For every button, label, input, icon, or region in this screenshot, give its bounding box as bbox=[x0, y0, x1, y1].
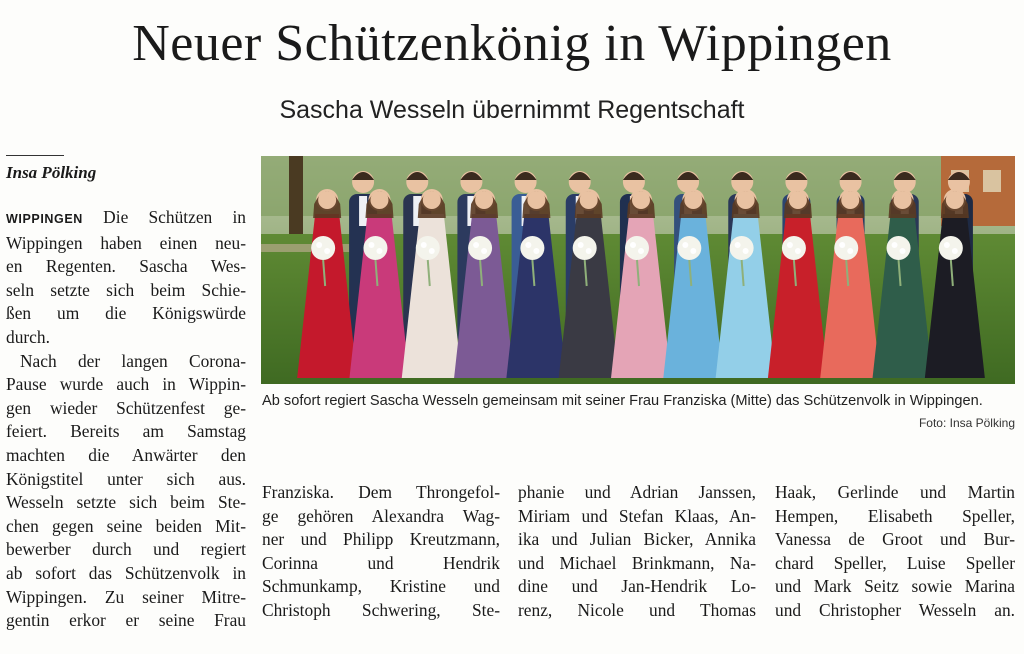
text-line: seln setzte sich beim Schie- bbox=[6, 279, 246, 300]
article-column-4 bbox=[775, 481, 1015, 623]
photo-caption: Ab sofort regiert Sascha Wesseln gemeinsam mit seiner Frau Franziska (Mitte) das Schützenvolk in Wippingen. bbox=[262, 393, 983, 409]
woman-face bbox=[737, 191, 755, 209]
text-line: Vanessa de Groot und Bur- bbox=[775, 529, 1015, 550]
bouquet bbox=[782, 236, 806, 260]
bouquet-flower bbox=[795, 248, 801, 254]
bouquet bbox=[520, 236, 544, 260]
bouquet-flower bbox=[638, 248, 644, 254]
text-line: ner und Philipp Kreutzmann, bbox=[262, 529, 500, 550]
woman-face bbox=[946, 191, 964, 209]
bouquet-flower bbox=[735, 242, 741, 248]
text-line: ßen um die Königswürde bbox=[6, 303, 246, 324]
bouquet-flower bbox=[586, 248, 592, 254]
bouquet-flower bbox=[690, 248, 696, 254]
text-line: Franziska. Dem Throngefol- bbox=[262, 482, 500, 502]
building-window bbox=[983, 170, 1001, 192]
text-line: en Regenten. Sascha Wes- bbox=[6, 256, 246, 277]
text-line: dine und Jan-Hendrik Lo- bbox=[518, 576, 756, 597]
bouquet-flower bbox=[839, 242, 845, 248]
text-line: Nach der langen Corona- bbox=[20, 350, 246, 371]
bouquet-flower bbox=[847, 248, 853, 254]
text-line: feiert. Bereits am Samstag bbox=[6, 421, 246, 442]
text-line: gentin erkor er seine Frau bbox=[6, 610, 246, 631]
text-line: und Christopher Wesseln an. bbox=[775, 599, 1015, 620]
group-photo-illustration bbox=[261, 156, 1015, 384]
text-line: durch. bbox=[6, 326, 50, 347]
woman-face bbox=[527, 191, 545, 209]
text-line: chen gegen seine beiden Mit- bbox=[6, 515, 246, 536]
bouquet-flower bbox=[787, 242, 793, 248]
text-line: und Mark Seitz sowie Marina bbox=[775, 576, 1015, 597]
bouquet-flower bbox=[429, 248, 435, 254]
text-line: renz, Nicole und Thomas bbox=[518, 599, 756, 620]
woman-face bbox=[318, 191, 336, 209]
article-column-1 bbox=[6, 206, 246, 633]
bouquet bbox=[468, 236, 492, 260]
bouquet-flower bbox=[376, 248, 382, 254]
bouquet-flower bbox=[944, 242, 950, 248]
bouquet-flower bbox=[682, 242, 688, 248]
text-line: machten die Anwärter den bbox=[6, 444, 246, 465]
text-line: chard Speller, Luise Speller bbox=[775, 552, 1015, 573]
bouquet bbox=[573, 236, 597, 260]
bouquet bbox=[887, 236, 911, 260]
text-line: WIPPINGEN Die Schützen in bbox=[6, 207, 246, 227]
text-line: Hempen, Elisabeth Speller, bbox=[775, 505, 1015, 526]
woman-face bbox=[475, 191, 493, 209]
tree-trunk bbox=[289, 156, 303, 236]
dateline: WIPPINGEN bbox=[6, 212, 83, 226]
text-line: gen wieder Schützenfest ge- bbox=[6, 397, 246, 418]
bouquet-flower bbox=[324, 248, 330, 254]
article-column-3 bbox=[518, 481, 756, 623]
woman-face bbox=[423, 191, 441, 209]
bouquet bbox=[730, 236, 754, 260]
woman-face bbox=[370, 191, 388, 209]
bouquet-flower bbox=[892, 242, 898, 248]
bouquet-flower bbox=[533, 248, 539, 254]
woman-face bbox=[580, 191, 598, 209]
text-line: Wippingen haben einen neu- bbox=[6, 232, 246, 253]
text-line: Miriam und Stefan Klaas, An- bbox=[518, 505, 756, 526]
subheadline: Sascha Wesseln übernimmt Regentschaft bbox=[279, 96, 745, 124]
bouquet bbox=[677, 236, 701, 260]
bouquet bbox=[939, 236, 963, 260]
woman-face bbox=[894, 191, 912, 209]
text-line: bewerber durch und regiert bbox=[6, 539, 246, 560]
bouquet bbox=[416, 236, 440, 260]
bouquet bbox=[363, 236, 387, 260]
bouquet-flower bbox=[421, 242, 427, 248]
woman-face bbox=[684, 191, 702, 209]
text-line: ge gehören Alexandra Wag- bbox=[262, 505, 500, 526]
bouquet-flower bbox=[368, 242, 374, 248]
text-line: Königstitel unter sich aus. bbox=[6, 468, 246, 489]
author-byline: Insa Pölking bbox=[6, 163, 97, 182]
text-line: und Michael Brinkmann, Na- bbox=[518, 552, 756, 573]
photo-credit: Foto: Insa Pölking bbox=[918, 416, 1015, 430]
bouquet-flower bbox=[473, 242, 479, 248]
text-line: Wesseln setzte sich beim Ste- bbox=[6, 492, 246, 513]
text-line: Haak, Gerlinde und Martin bbox=[775, 482, 1015, 502]
woman-face bbox=[841, 191, 859, 209]
man-shirt bbox=[359, 196, 367, 226]
bouquet-flower bbox=[316, 242, 322, 248]
bouquet-flower bbox=[578, 242, 584, 248]
bouquet bbox=[834, 236, 858, 260]
text-line: Christoph Schwering, Ste- bbox=[262, 599, 500, 620]
text-line: ab sofort das Schützenvolk in bbox=[6, 562, 246, 583]
text-line: Corinna und Hendrik bbox=[262, 552, 500, 573]
bouquet-flower bbox=[525, 242, 531, 248]
article-column-2 bbox=[262, 481, 500, 623]
bouquet-flower bbox=[481, 248, 487, 254]
text-line: Schmunkamp, Kristine und bbox=[262, 576, 500, 597]
author-divider bbox=[6, 155, 64, 156]
bouquet bbox=[625, 236, 649, 260]
text-line: ika und Julian Bicker, Annika bbox=[518, 529, 756, 550]
group-photo bbox=[261, 156, 1015, 384]
bouquet-flower bbox=[630, 242, 636, 248]
bouquet bbox=[311, 236, 335, 260]
bouquet-flower bbox=[743, 248, 749, 254]
bouquet-flower bbox=[952, 248, 958, 254]
headline: Neuer Schützenkönig in Wippingen bbox=[132, 15, 892, 72]
woman-face bbox=[632, 191, 650, 209]
woman-face bbox=[789, 191, 807, 209]
text-line: Wippingen. Zu seiner Mitre- bbox=[6, 586, 246, 607]
bouquet-flower bbox=[900, 248, 906, 254]
text-line: phanie und Adrian Janssen, bbox=[518, 482, 756, 502]
text-line: Pause wurde auch in Wippin- bbox=[6, 374, 246, 395]
